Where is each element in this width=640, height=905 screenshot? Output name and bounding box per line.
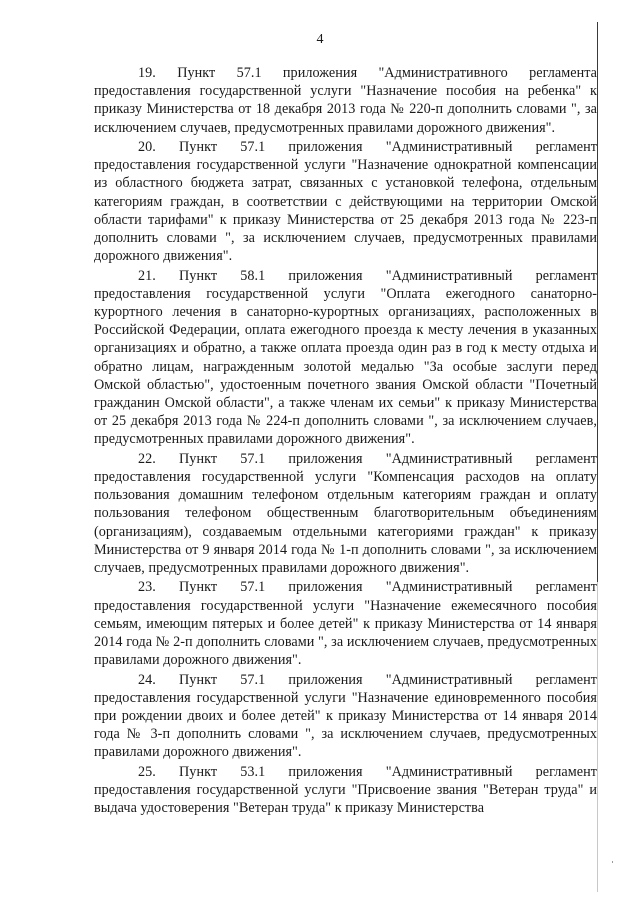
scan-edge-line-faint [597,582,598,892]
paragraph-20: 20. Пункт 57.1 приложения "Административный регламент предоставления государственной услуги "Назначение однократной компенсации из областного бюджета затрат, связанных с установкой телефона, отдельным категориям граждан, в соответствии с действующими на территории Омской области тарифами" к приказу Министерства от 25 декабря 2013 года № 223-п дополнить словами ", за исключением случаев, предусмотренных правилами дорожного движения". [94,139,597,265]
paragraph-25: 25. Пункт 53.1 приложения "Административный регламент предоставления государственной услуги "Присвоение звания "Ветеран труда" и выдача удостоверения "Ветеран труда" к приказу Министерства [94,763,597,817]
paragraph-24: 24. Пункт 57.1 приложения "Административный регламент предоставления государственной услуги "Назначение единовременного пособия при рождении двоих и более детей" к приказу Министерства от 14 января 2014 года № 3-п дополнить словами ", за исключением случаев, предусмотренных правилами дорожного движения". [94,671,597,761]
paragraph-21: 21. Пункт 58.1 приложения "Административный регламент предоставления государственной услуги "Оплата ежегодного санаторно-курортного лечения в санаторно-курортных организациях, расположенных в Российской Федерации, оплата ежегодного проезда к месту лечения в указанных организациях и обратно, а также оплата проезда один раз в год к месту отдыха и обратно лицам, награжденным золотой медалью "За особые заслуги перед Омской областью", удостоенным почетного звания Омской области "Почетный гражданин Омской области", а также членам их семьи" к приказу Министерства от 25 декабря 2013 года № 224-п дополнить словами ", за исключением случаев, предусмотренных правилами дорожного движения". [94,267,597,448]
scan-edge-line [597,22,598,582]
paragraph-23: 23. Пункт 57.1 приложения "Административный регламент предоставления государственной услуги "Назначение ежемесячного пособия семьям, имеющим пятерых и более детей" к приказу Министерства от 14 января 2014 года № 2-п дополнить словами ", за исключением случаев, предусмотренных правилами дорожного движения". [94,579,597,669]
document-body [94,64,597,819]
paragraph-19: 19. Пункт 57.1 приложения "Административного регламента предоставления государственной услуги "Назначение пособия на ребенка" к приказу Министерства от 18 декабря 2013 года № 220-п дополнить словами ", за исключением случаев, предусмотренных правилами дорожного движения". [94,65,597,136]
page-number: 4 [316,32,324,47]
paragraph-22: 22. Пункт 57.1 приложения "Административный регламент предоставления государственной услуги "Компенсация расходов на оплату пользования домашним телефоном отдельным категориям граждан и оплату пользования телефоном общественным благотворительным объединениям (организациям), создаваемым отдельными категориями граждан" к приказу Министерства от 9 января 2014 года № 1-п дополнить словами ", за исключением случаев, предусмотренных правилами дорожного движения". [94,450,597,577]
scan-speck [612,861,613,863]
